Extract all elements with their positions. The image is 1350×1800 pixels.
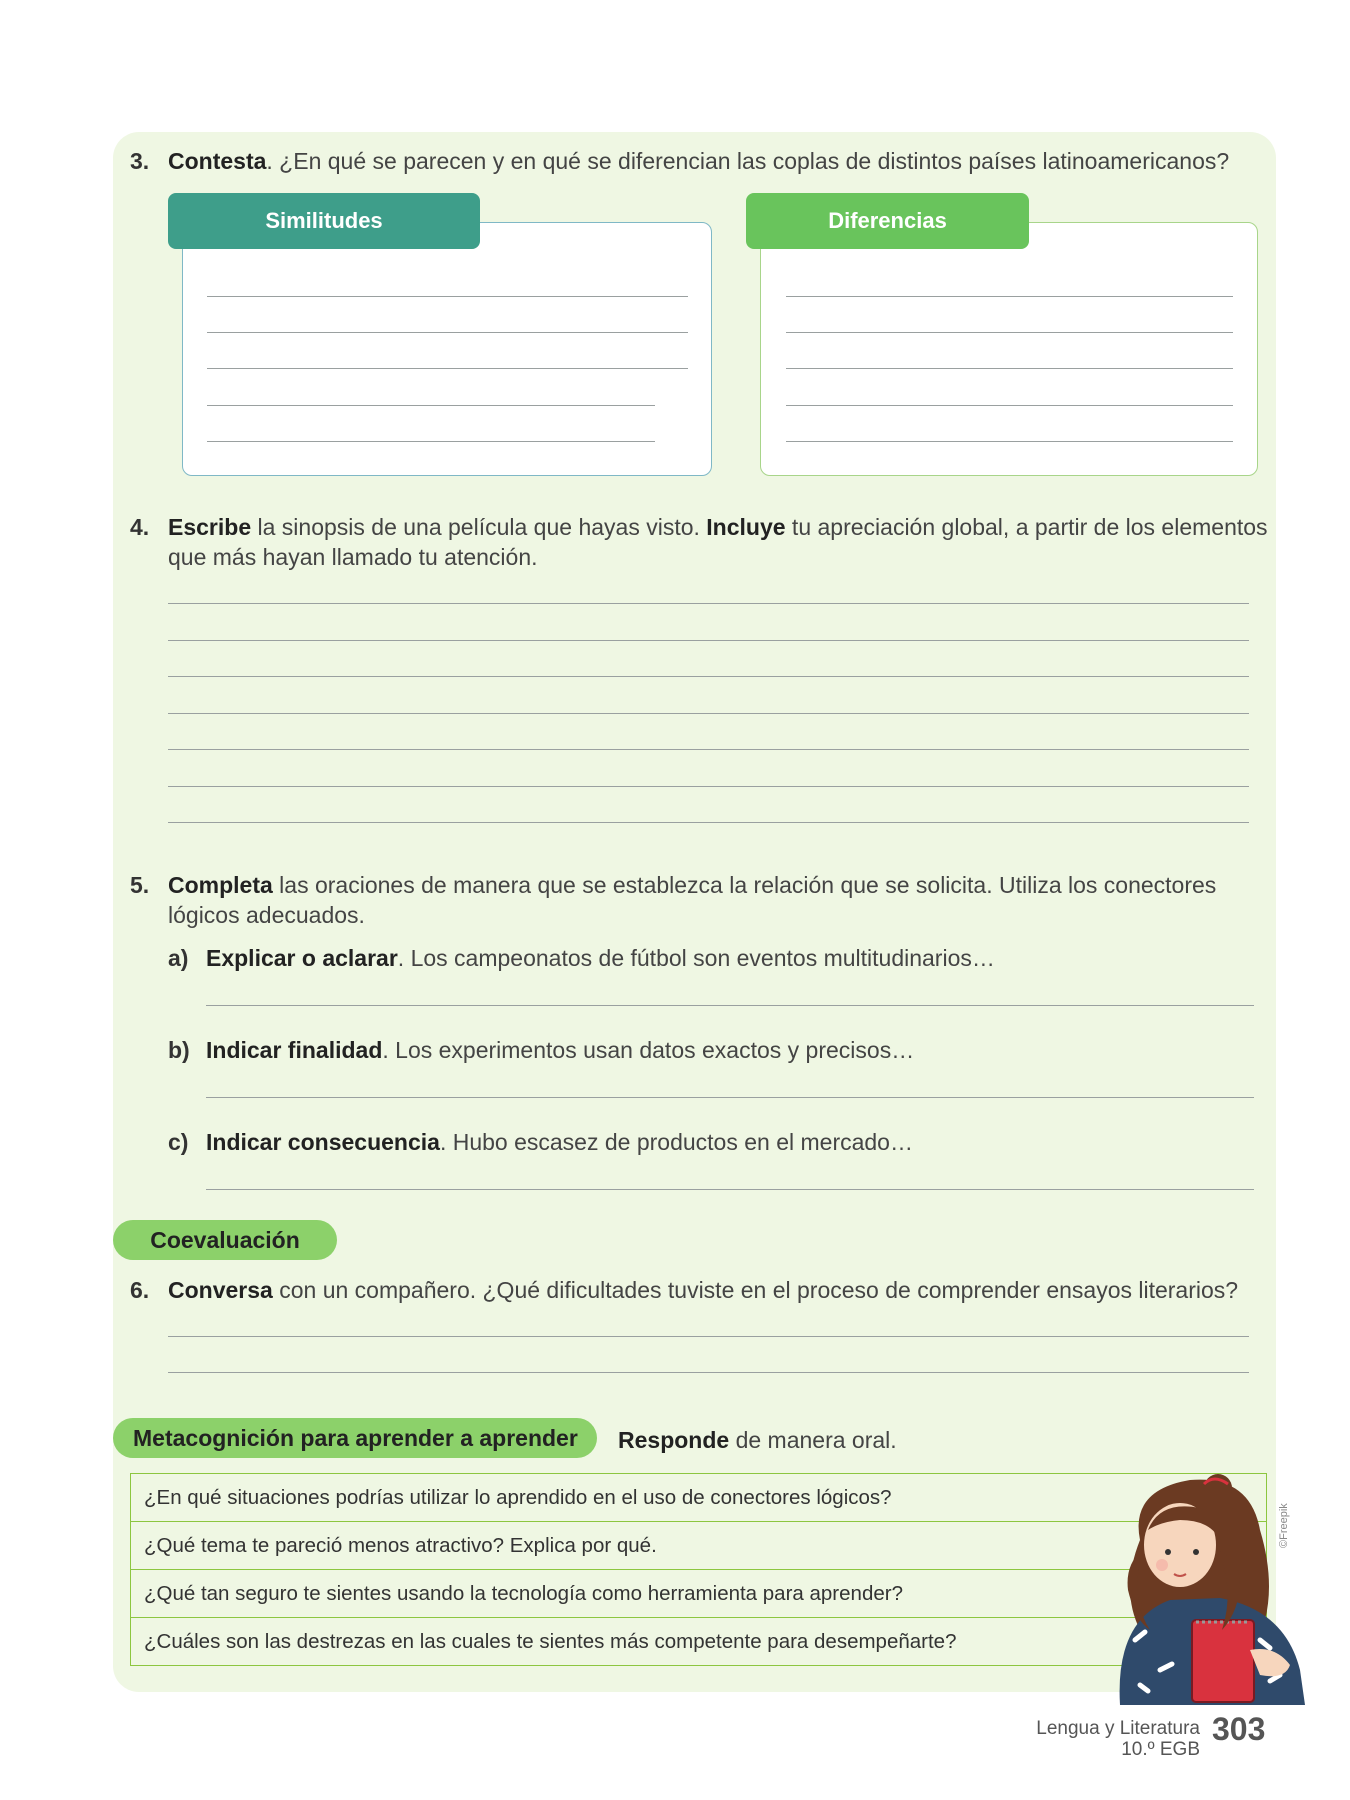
grade-level: 10.º EGB [1121, 1739, 1200, 1760]
diferencias-header: Diferencias [746, 193, 1029, 249]
question-text: las oraciones de manera que se establezca la relación que se solicita. Utiliza los conectores lógicos adecuados. [168, 872, 1217, 928]
row-question: ¿Qué tema te pareció menos atractivo? Explica por qué. [144, 1533, 657, 1557]
page-number: 303 [1212, 1711, 1266, 1747]
item-text: . Los campeonatos de fútbol son eventos multitudinarios… [397, 945, 995, 971]
row-question: ¿Cuáles son las destrezas en las cuales te sientes más competente para desempeñarte? [144, 1629, 957, 1653]
similitudes-box[interactable] [182, 222, 712, 476]
question-verb: Conversa [168, 1277, 273, 1303]
instruction-verb: Responde [618, 1427, 730, 1453]
question-3 [130, 146, 1270, 178]
answer-line[interactable] [786, 441, 1233, 442]
metacognicion-badge: Metacognición para aprender a aprender [113, 1418, 597, 1458]
item-letter: b) [168, 1037, 190, 1063]
item-letter: c) [168, 1129, 189, 1155]
answer-line[interactable] [168, 713, 1249, 714]
answer-line[interactable] [207, 296, 688, 297]
question-4 [130, 512, 1270, 574]
answer-line[interactable] [786, 332, 1233, 333]
answer-line[interactable] [786, 405, 1233, 406]
answer-line[interactable] [168, 676, 1249, 677]
answer-line[interactable] [786, 296, 1233, 297]
coevaluacion-badge: Coevaluación [113, 1220, 337, 1260]
image-credit: ©Freepik [1278, 1503, 1290, 1548]
question-6 [130, 1275, 1270, 1307]
question-text: la sinopsis de una película que hayas visto. [251, 514, 707, 540]
question-text: con un compañero. ¿Qué dificultades tuviste en el proceso de comprender ensayos literarios? [272, 1277, 1239, 1303]
question-number: 3. [130, 148, 150, 174]
answer-line[interactable] [206, 1005, 1254, 1006]
answer-line[interactable] [168, 603, 1249, 604]
answer-line[interactable] [206, 1189, 1254, 1190]
answer-line[interactable] [168, 749, 1249, 750]
metacognicion-instruction [618, 1425, 1118, 1457]
question-text: tu apreciación global, a partir de los elementos que más hayan llamado tu atención. [168, 514, 1268, 570]
student-illustration [1100, 1470, 1330, 1710]
answer-line[interactable] [168, 1372, 1249, 1373]
question-verb: Escribe [168, 514, 252, 540]
question-text: . ¿En qué se parecen y en qué se diferencian las coplas de distintos países latinoamericanos? [266, 148, 1230, 174]
answer-line[interactable] [168, 1336, 1249, 1337]
item-text: . Los experimentos usan datos exactos y precisos… [382, 1037, 915, 1063]
question-verb: Incluye [706, 514, 786, 540]
answer-line[interactable] [168, 786, 1249, 787]
subject-name: Lengua y Literatura [1036, 1718, 1200, 1739]
question-5 [130, 870, 1270, 932]
answer-line[interactable] [207, 441, 655, 442]
table-row [131, 1570, 1266, 1618]
diferencias-box[interactable] [760, 222, 1258, 476]
table-row [131, 1522, 1266, 1570]
answer-line[interactable] [207, 332, 688, 333]
item-label: Indicar finalidad [206, 1037, 383, 1063]
question-number: 6. [130, 1277, 150, 1303]
item-label: Indicar consecuencia [206, 1129, 440, 1155]
item-a [168, 943, 1268, 975]
answer-line[interactable] [168, 640, 1249, 641]
metacognicion-table [130, 1473, 1267, 1666]
row-question: ¿Qué tan seguro te sientes usando la tecnología como herramienta para aprender? [144, 1581, 903, 1605]
item-b [168, 1035, 1268, 1067]
answer-line[interactable] [168, 822, 1249, 823]
item-letter: a) [168, 945, 189, 971]
answer-line[interactable] [207, 368, 688, 369]
item-label: Explicar o aclarar [206, 945, 398, 971]
question-number: 5. [130, 872, 150, 898]
item-c [168, 1127, 1268, 1159]
answer-line[interactable] [206, 1097, 1254, 1098]
table-row [131, 1618, 1266, 1665]
footer-subject [1036, 1718, 1200, 1760]
instruction-text: de manera oral. [729, 1427, 897, 1453]
question-number: 4. [130, 514, 150, 540]
row-question: ¿En qué situaciones podrías utilizar lo aprendido en el uso de conectores lógicos? [144, 1485, 892, 1509]
table-row [131, 1474, 1266, 1522]
similitudes-header: Similitudes [168, 193, 480, 249]
answer-line[interactable] [786, 368, 1233, 369]
question-verb: Completa [168, 872, 273, 898]
item-text: . Hubo escasez de productos en el mercado… [439, 1129, 913, 1155]
question-verb: Contesta [168, 148, 267, 174]
answer-line[interactable] [207, 405, 655, 406]
